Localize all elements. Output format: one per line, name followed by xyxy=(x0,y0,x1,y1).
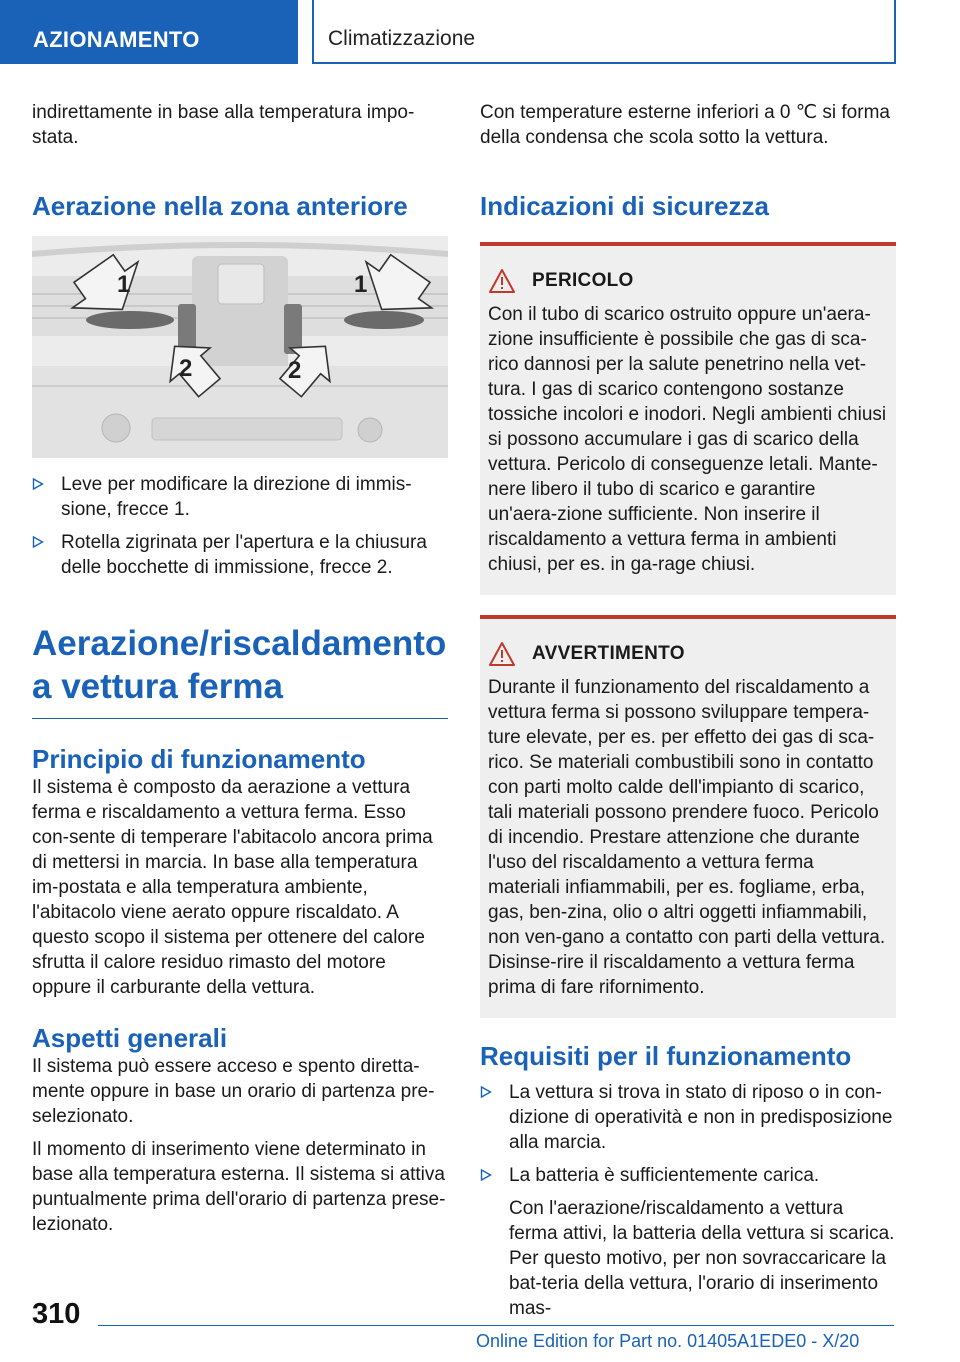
heading-safety: Indicazioni di sicurezza xyxy=(480,191,769,221)
triangle-right-outline-icon xyxy=(32,478,44,490)
figure-label-2-left: 2 xyxy=(179,355,193,382)
warning-title: AVVERTIMENTO xyxy=(532,643,685,664)
list-item-text: Rotella zigrinata per l'apertura e la chiusura delle bocchette di immissione, frecce 2. xyxy=(61,532,427,578)
left-intro: indirettamente in base alla temperatura impo-stata. xyxy=(32,102,415,148)
list-item xyxy=(480,1080,896,1155)
left-column xyxy=(32,100,448,1237)
danger-title: PERICOLO xyxy=(532,270,634,291)
edition-link[interactable]: Online Edition for Part no. 01405A1EDE0 - X/20 xyxy=(476,1331,860,1351)
warning-triangle-icon xyxy=(488,641,516,667)
footer-rule xyxy=(98,1325,894,1326)
chapter-tab xyxy=(312,0,896,64)
right-intro: Con temperature esterne inferiori a 0 ℃ si forma della condensa che scola sotto la vettura. xyxy=(480,102,890,148)
warning-box xyxy=(480,615,896,1018)
danger-box xyxy=(480,242,896,595)
heading-requirements: Requisiti per il funzionamento xyxy=(480,1041,852,1071)
list-item xyxy=(480,1163,896,1321)
front-vent-list xyxy=(32,472,448,580)
heading-rule xyxy=(32,718,448,719)
list-item-text: La batteria è sufficientemente carica. xyxy=(509,1165,820,1186)
triangle-right-outline-icon xyxy=(480,1086,492,1098)
danger-text: Con il tubo di scarico ostruito oppure un'aera-zione insufficiente è possibile che gas di sca-rico dannosi per la salute penetrino nella vet-tura. I gas di scarico contengono sostanze tossiche incolori e inodori. Negli ambienti chiusi si possono accumulare i gas di scarico della vettura. Pericolo di conseguenze letali. Mante-nere libero il tubo di scarico e garantire un'aera-zione sufficiente. Non inserire il riscaldamento a vettura ferma in ambienti chiusi, per es. in ga-rage chiusi. xyxy=(488,304,887,575)
triangle-right-outline-icon xyxy=(32,536,44,548)
vent-figure xyxy=(32,236,448,458)
requirements-list xyxy=(480,1080,896,1321)
chapter-title: Climatizzazione xyxy=(328,27,476,50)
figure-label-1-left: 1 xyxy=(117,271,131,298)
list-item xyxy=(32,530,448,580)
heading-front-vents: Aerazione nella zona anteriore xyxy=(32,191,408,221)
list-item xyxy=(32,472,448,522)
heading-parked-heating: Aerazione/riscaldamento a vettura ferma xyxy=(32,624,447,706)
section-tab xyxy=(0,0,298,64)
danger-header xyxy=(488,268,888,294)
heading-general: Aspetti generali xyxy=(32,1023,228,1053)
general-text-1: Il sistema può essere acceso e spento diretta-mente oppure in base un orario di partenza pre-selezionato. xyxy=(32,1056,435,1127)
list-item-text: La vettura si trova in stato di riposo o in con-dizione di operatività e non in predisposizione alla marcia. xyxy=(509,1082,893,1153)
right-column xyxy=(480,100,896,1321)
page-number: 310 xyxy=(32,1298,81,1330)
triangle-right-outline-icon xyxy=(480,1169,492,1181)
general-text-2: Il momento di inserimento viene determinato in base alla temperatura esterna. Il sistema si attiva puntualmente prima dell'orario di partenza prese-lezionato. xyxy=(32,1139,446,1235)
vent-illustration xyxy=(32,236,448,458)
heading-principle: Principio di funzionamento xyxy=(32,744,366,774)
warning-text: Durante il funzionamento del riscaldamento a vettura ferma si possono sviluppare tempera-ture elevate, per es. per effetto dei gas di sca-rico. Se materiali combustibili sono in contatto con parti molto calde dell'impianto di scarico, tali materiali possono prendere fuoco. Pericolo di incendio. Prestare attenzione che durante l'uso del riscaldamento a vettura ferma materiali infiammabili, per es. fogliame, erba, gas, ben-zina, olio o altri oggetti infiammabili, non ven-gano a contatto con parti della vettura. Disinse-rire il riscaldamento a vettura ferma prima di fare rifornimento. xyxy=(488,677,886,998)
warning-triangle-icon xyxy=(488,268,516,294)
figure-label-2-right: 2 xyxy=(288,357,302,384)
list-item-text: Leve per modificare la direzione di immis-sione, frecce 1. xyxy=(61,474,412,520)
warning-header xyxy=(488,641,888,667)
section-title: AZIONAMENTO xyxy=(33,27,200,52)
principle-text: Il sistema è composto da aerazione a vettura ferma e riscaldamento a vettura ferma. Esso con-sente di temperare l'abitacolo ancora prima di mettersi in marcia. In base alla temperatura im-postata e alla temperatura ambiente, l'abitacolo viene aerato oppure riscaldato. A questo scopo il sistema per ottenere del calore sfrutta il calore residuo rimasto del motore oppure il carburante della vettura. xyxy=(32,777,433,998)
list-item-detail: Con l'aerazione/riscaldamento a vettura ferma attivi, la batteria della vettura si scarica. Per questo motivo, per non sovraccaricare la bat-teria della vettura, l'orario di inserimento mas- xyxy=(509,1198,895,1319)
figure-label-1-right: 1 xyxy=(354,271,368,298)
